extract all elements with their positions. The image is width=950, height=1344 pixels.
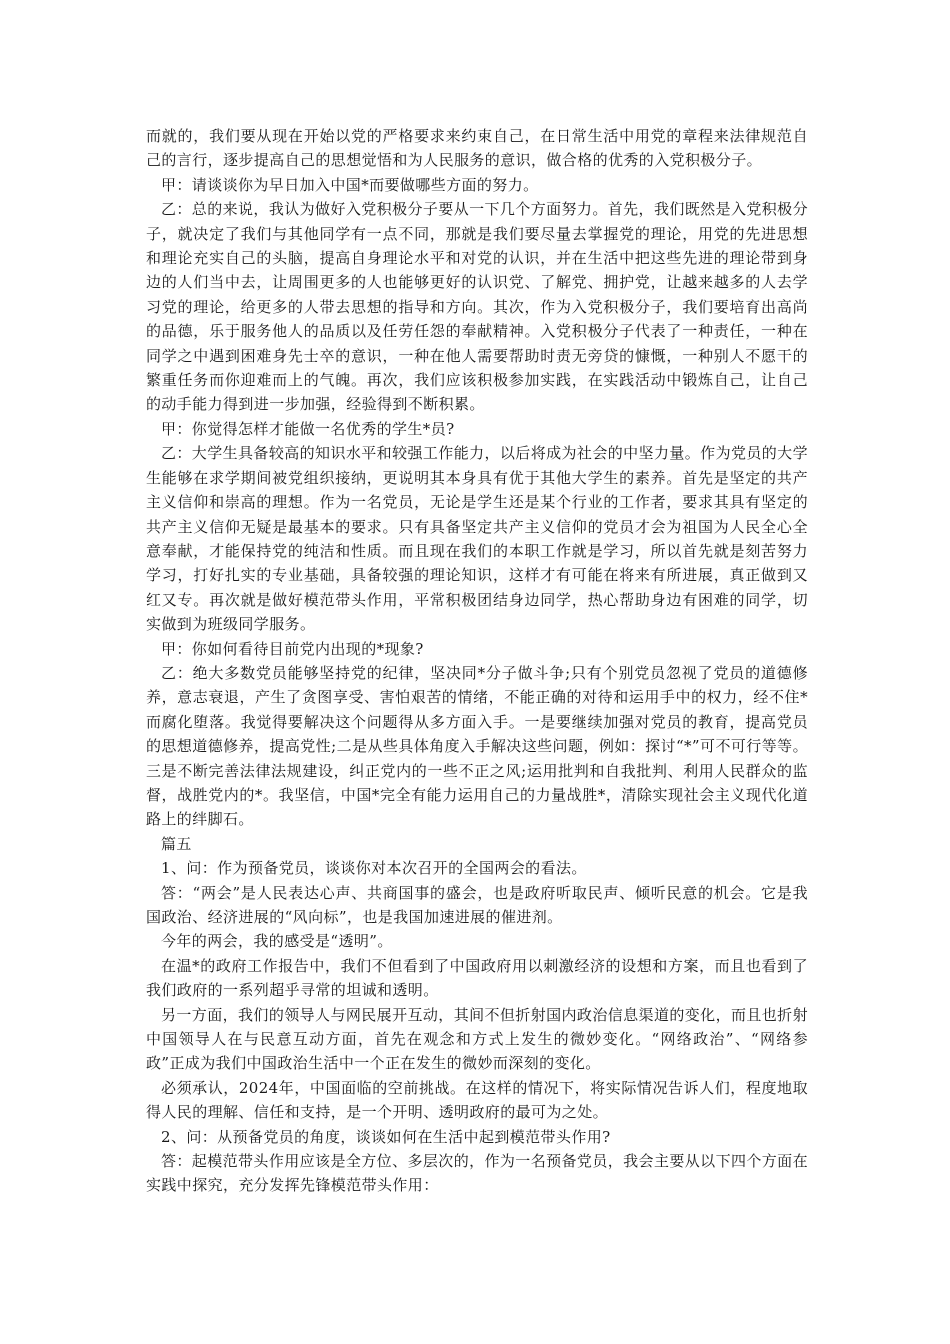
paragraph: 乙：总的来说，我认为做好入党积极分子要从一下几个方面努力。首先，我们既然是入党积极分子，就决定了我们与其他同学有一点不同，那就是我们要尽量去掌握党的理论，用党的先进思想和理论充实自己的头脑，提高自身理论水平和对党的认识，并在生活中把这些先进的理论带到身边的人们当中去，让周围更多的人也能够更好的认识党、了解党、拥护党，让越来越多的人去学习党的理论，给更多的人带去思想的指导和方向。其次，作为入党积极分子，我们要培育出高尚的品德，乐于服务他人的品质以及任劳任怨的奉献精神。入党积极分子代表了一种责任，一种在同学之中遇到困难身先士卒的意识，一种在他人需要帮助时责无旁贷的慷慨，一种别人不愿干的繁重任务而你迎难而上的气魄。再次，我们应该积极参加实践，在实践活动中锻炼自己，让自己的动手能力得到进一步加强，经验得到不断积累。 bbox=[146, 200, 808, 414]
document-body bbox=[146, 124, 808, 1198]
paragraph: 甲：你觉得怎样才能做一名优秀的学生*员? bbox=[161, 419, 455, 438]
paragraph: 答：起模范带头作用应该是全方位、多层次的，作为一名预备党员，我会主要从以下四个方面在实践中探究，充分发挥先锋模范带头作用： bbox=[146, 1152, 808, 1195]
section-heading: 篇五 bbox=[161, 834, 192, 853]
paragraph: 乙：大学生具备较高的知识水平和较强工作能力，以后将成为社会的中坚力量。作为党员的大学生能够在求学期间被党组织接纳，更说明其本身具有优于其他大学生的素养。首先是坚定的共产主义信仰和崇高的理想。作为一名党员，无论是学生还是某个行业的工作者，要求其具有坚定的共产主义信仰无疑是最基本的要求。只有具备坚定共产主义信仰的党员才会为祖国为人民全心全意奉献，才能保持党的纯洁和性质。而且现在我们的本职工作就是学习，所以首先就是刻苦努力学习，打好扎实的专业基础，具备较强的理论知识，这样才有可能在将来有所进展，真正做到又红又专。再次就是做好模范带头作用，平常积极团结身边同学，热心帮助身边有困难的同学，切实做到为班级同学服务。 bbox=[146, 444, 808, 634]
paragraph: 而就的，我们要从现在开始以党的严格要求来约束自己，在日常生活中用党的章程来法律规范自己的言行，逐步提高自己的思想觉悟和为人民服务的意识，做合格的优秀的入党积极分子。 bbox=[146, 127, 808, 170]
paragraph: 1、问：作为预备党员，谈谈你对本次召开的全国两会的看法。 bbox=[161, 859, 587, 878]
paragraph: 必须承认，2024年，中国面临的空前挑战。在这样的情况下，将实际情况告诉人们，程度地取得人民的理解、信任和支持，是一个开明、透明政府的最可为之处。 bbox=[146, 1078, 808, 1122]
paragraph: 今年的两会，我的感受是“透明”。 bbox=[161, 932, 393, 951]
paragraph: 答：“两会”是人民表达心声、共商国事的盛会，也是政府听取民声、倾听民意的机会。它是我国政治、经济进展的“风向标”，也是我国加速进展的催进剂。 bbox=[146, 883, 808, 926]
paragraph: 乙：绝大多数党员能够坚持党的纪律，坚决同*分子做斗争;只有个别党员忽视了党员的道德修养，意志衰退，产生了贪图享受、害怕艰苦的情绪，不能正确的对待和运用手中的权力，经不住*而腐化堕落。我觉得要解决这个问题得从多方面入手。一是要继续加强对党员的教育，提高党员的思想道德修养，提高党性;二是从些具体角度入手解决这些问题，例如：探讨“*”可不可行等等。三是不断完善法律法规建设，纠正党内的一些不正之风;运用批判和自我批判、利用人民群众的监督，战胜党内的*。我坚信，中国*完全有能力运用自己的力量战胜*，清除实现社会主义现代化道路上的绊脚石。 bbox=[146, 663, 808, 829]
paragraph: 另一方面，我们的领导人与网民展开互动，其间不但折射国内政治信息渠道的变化，而且也折射中国领导人在与民意互动方面，首先在观念和方式上发生的微妙变化。“网络政治”、“网络参政”正成为我们中国政治生活中一个正在发生的微妙而深刻的变化。 bbox=[146, 1005, 808, 1073]
paragraph: 在温*的政府工作报告中，我们不但看到了中国政府用以刺激经济的设想和方案，而且也看到了我们政府的一系列超乎寻常的坦诚和透明。 bbox=[146, 956, 808, 1000]
paragraph: 甲：你如何看待目前党内出现的*现象? bbox=[161, 639, 424, 658]
paragraph: 2、问：从预备党员的角度，谈谈如何在生活中起到模范带头作用? bbox=[161, 1127, 611, 1146]
paragraph: 甲：请谈谈你为早日加入中国*而要做哪些方面的努力。 bbox=[161, 175, 539, 194]
